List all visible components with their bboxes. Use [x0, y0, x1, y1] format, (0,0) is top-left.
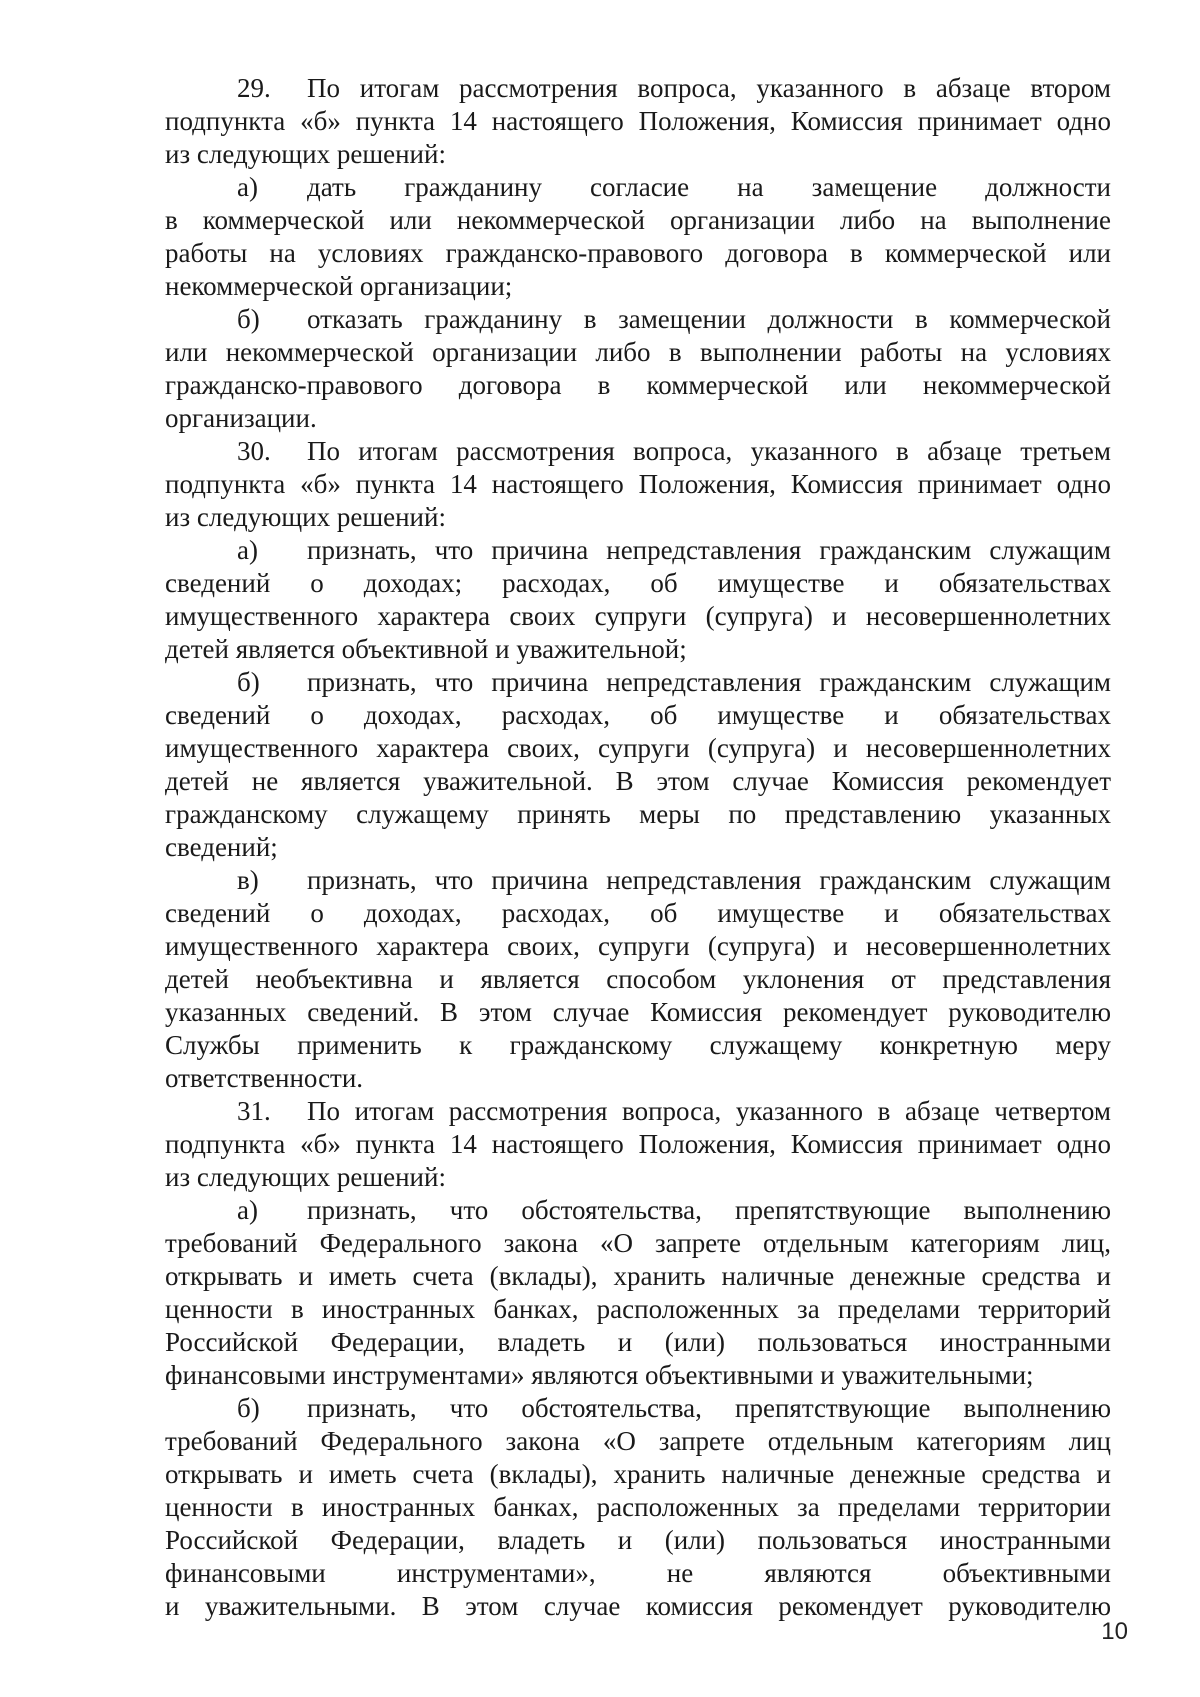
item-label: 29. — [237, 73, 271, 103]
item-label: а) — [237, 535, 258, 565]
paragraph-line: требований Федерального закона «О запрете отдельным категориям лиц, — [165, 1228, 1111, 1258]
item-label: 30. — [237, 436, 271, 466]
paragraph-line: Службы применить к гражданскому служащему конкретную меру — [165, 1030, 1111, 1060]
paragraph — [165, 864, 1111, 1095]
item-label: в) — [237, 865, 259, 895]
paragraph-line: подпункта «б» пункта 14 настоящего Положения, Комиссия принимает одно — [165, 106, 1111, 136]
paragraph — [165, 171, 1111, 303]
paragraph-line: и уважительными. В этом случае комиссия рекомендует руководителю — [165, 1591, 1111, 1621]
paragraph — [165, 534, 1111, 666]
paragraph-line: признать, что обстоятельства, препятствующие выполнению — [307, 1393, 1111, 1423]
paragraph-line: из следующих решений: — [165, 139, 446, 169]
paragraph-line: указанных сведений. В этом случае Комиссия рекомендует руководителю — [165, 997, 1111, 1027]
paragraph-line: открывать и иметь счета (вклады), хранить наличные денежные средства и — [165, 1261, 1111, 1291]
paragraph-line: гражданско-правового договора в коммерческой или некоммерческой — [165, 370, 1111, 400]
paragraph-line: Российской Федерации, владеть и (или) пользоваться иностранными — [165, 1525, 1111, 1555]
paragraph — [165, 666, 1111, 864]
paragraph-line: из следующих решений: — [165, 502, 446, 532]
paragraph-line: имущественного характера своих супруги (супруга) и несовершеннолетних — [165, 601, 1111, 631]
paragraph-line: финансовыми инструментами», не являются объективными — [165, 1558, 1111, 1588]
paragraph-line: ответственности. — [165, 1063, 364, 1093]
paragraph-line: из следующих решений: — [165, 1162, 446, 1192]
paragraph-line: Российской Федерации, владеть и (или) пользоваться иностранными — [165, 1327, 1111, 1357]
paragraph-line: имущественного характера своих, супруги (супруга) и несовершеннолетних — [165, 931, 1111, 961]
paragraph-line: работы на условиях гражданско-правового договора в коммерческой или — [165, 238, 1111, 268]
paragraph-line: По итогам рассмотрения вопроса, указанного в абзаце четвертом — [307, 1096, 1111, 1126]
paragraph — [165, 72, 1111, 171]
paragraph-line: финансовыми инструментами» являются объективными и уважительными; — [165, 1360, 1034, 1390]
paragraph — [165, 435, 1111, 534]
item-label: а) — [237, 1195, 258, 1225]
paragraph-line: По итогам рассмотрения вопроса, указанного в абзаце втором — [307, 73, 1111, 103]
item-label: б) — [237, 667, 260, 697]
paragraph-line: подпункта «б» пункта 14 настоящего Положения, Комиссия принимает одно — [165, 469, 1111, 499]
paragraph-line: детей является объективной и уважительной; — [165, 634, 687, 664]
paragraph-line: подпункта «б» пункта 14 настоящего Положения, Комиссия принимает одно — [165, 1129, 1111, 1159]
paragraph-line: в коммерческой или некоммерческой организации либо на выполнение — [165, 205, 1111, 235]
paragraph-line: отказать гражданину в замещении должности в коммерческой — [307, 304, 1111, 334]
paragraph-line: имущественного характера своих, супруги (супруга) и несовершеннолетних — [165, 733, 1111, 763]
item-label: 31. — [237, 1096, 271, 1126]
paragraph-line: открывать и иметь счета (вклады), хранить наличные денежные средства и — [165, 1459, 1111, 1489]
item-label: б) — [237, 304, 260, 334]
paragraph — [165, 1194, 1111, 1392]
paragraph — [165, 303, 1111, 435]
item-label: б) — [237, 1393, 260, 1423]
paragraph-line: некоммерческой организации; — [165, 271, 513, 301]
paragraph-line: детей не является уважительной. В этом случае Комиссия рекомендует — [165, 766, 1111, 796]
paragraph-line: гражданскому служащему принять меры по представлению указанных — [165, 799, 1111, 829]
paragraph-line: дать гражданину согласие на замещение должности — [307, 172, 1111, 202]
document-page — [165, 72, 1111, 1623]
page-number: 10 — [1101, 1618, 1128, 1645]
paragraph-line: сведений о доходах; расходах, об имуществе и обязательствах — [165, 568, 1111, 598]
paragraph-line: ценности в иностранных банках, расположенных за пределами территории — [165, 1492, 1111, 1522]
paragraph-line: организации. — [165, 403, 317, 433]
paragraph — [165, 1095, 1111, 1194]
paragraph-line: ценности в иностранных банках, расположенных за пределами территорий — [165, 1294, 1111, 1324]
paragraph-line: признать, что причина непредставления гражданским служащим — [307, 667, 1111, 697]
paragraph-line: требований Федерального закона «О запрете отдельным категориям лиц — [165, 1426, 1111, 1456]
paragraph-line: сведений; — [165, 832, 278, 862]
paragraph-line: По итогам рассмотрения вопроса, указанного в абзаце третьем — [307, 436, 1111, 466]
paragraph-line: сведений о доходах, расходах, об имуществе и обязательствах — [165, 700, 1111, 730]
item-label: а) — [237, 172, 258, 202]
paragraph-line: признать, что обстоятельства, препятствующие выполнению — [307, 1195, 1111, 1225]
paragraph-line: признать, что причина непредставления гражданским служащим — [307, 865, 1111, 895]
paragraph — [165, 1392, 1111, 1623]
paragraph-line: признать, что причина непредставления гражданским служащим — [307, 535, 1111, 565]
paragraph-line: или некоммерческой организации либо в выполнении работы на условиях — [165, 337, 1111, 367]
paragraph-line: детей необъективна и является способом уклонения от представления — [165, 964, 1111, 994]
paragraph-line: сведений о доходах, расходах, об имуществе и обязательствах — [165, 898, 1111, 928]
